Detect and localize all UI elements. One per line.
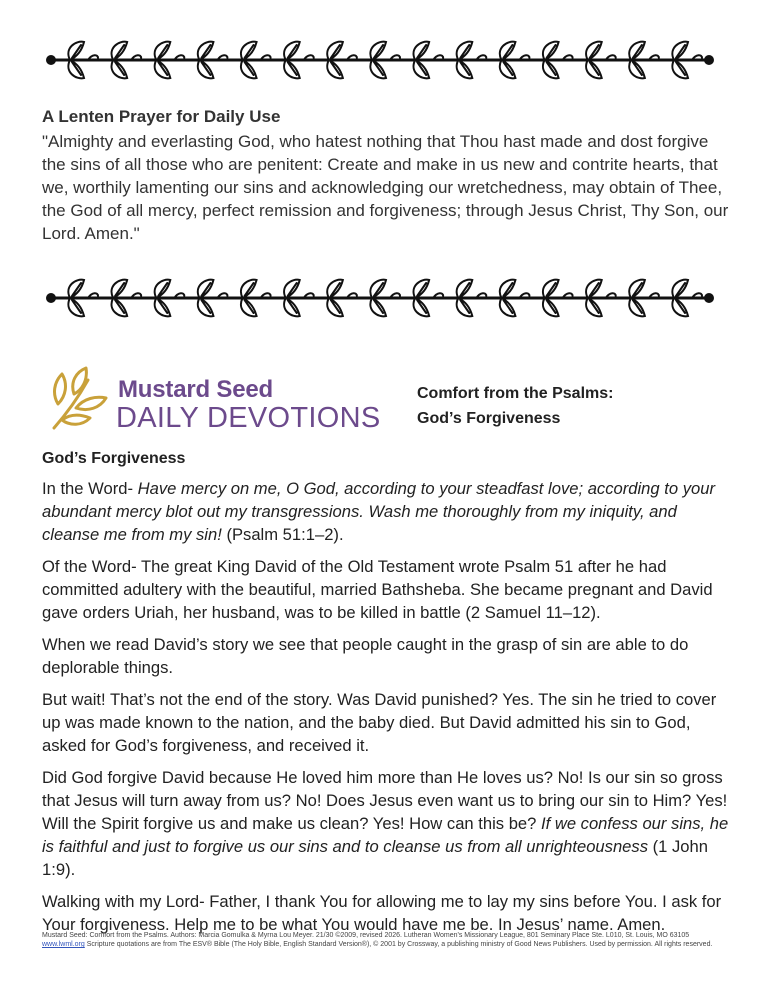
of-the-word-paragraph: Of the Word- The great King David of the Old Testament wrote Psalm 51 after he had committed adultery with the beautiful, married Bathsheba. She became pregnant and David gave orders Uriah, her husband, was to be killed in battle (2 Samuel 11–12). [42, 557, 713, 622]
scripture-reference: (Psalm 51:1–2). [221, 525, 344, 544]
mustard-seed-logo [48, 364, 398, 436]
footer-text-2: Scripture quotations are from The ESV® Bible (The Holy Bible, English Standard Version®), © 2001 by Crossway, a publishing ministry of Good News Publishers. Used by permission. All rights reserved. [84, 941, 713, 948]
vine-divider-bottom [44, 274, 716, 322]
walking-with-my-lord-paragraph: Walking with my Lord- Father, I thank You for allowing me to lay my sins before You. I ask for Your forgiveness. Help me to be what You would have me be. In Jesus’ name. Amen. [42, 892, 722, 934]
body-paragraph-3: When we read David’s story we see that people caught in the grasp of sin are able to do deplorable things. [42, 635, 689, 677]
scripture-quote-2: If we confess our sins, he is faithful and just to forgive us our sins and to cleanse us from all unrighteousness [42, 814, 729, 856]
logo-line-2: DAILY DEVOTIONS [116, 402, 381, 434]
vine-end-dot [704, 293, 714, 303]
body-paragraph-5-text: Did God forgive David because He loved him more than He loves us? No! Is our sin so gross that Jesus will turn away from us? No! Does Jesus even want us to bring our sin to Him? Yes! Will the Spirit forgive us and make us clean? Yes! How can this be? [42, 768, 728, 833]
devotion-heading: God’s Forgiveness [42, 450, 186, 467]
series-title-line-1: Comfort from the Psalms: [417, 385, 614, 402]
logo-line-1: Mustard Seed [118, 376, 273, 403]
vine-divider-top [44, 36, 716, 84]
footer-text-1: Mustard Seed: Comfort from the Psalms. Authors: Marcia Gomulka & Myrna Lou Meyer. 21/30 ©2009, revised 2026. Lutheran Women's Missionary League, 801 Seminary Place Ste. L010, St. Louis, MO 63105 [42, 932, 690, 939]
lwml-link[interactable]: www.lwml.org [42, 941, 85, 948]
devotion-body [42, 448, 732, 945]
series-title [417, 381, 613, 431]
scripture-reference-2: (1 John 1:9). [42, 837, 708, 879]
lenten-prayer [42, 106, 732, 245]
prayer-text: "Almighty and everlasting God, who hatest nothing that Thou hast made and dost forgive the sins of all those who are penitent: Create and make in us new and contrite hearts, that we, worthily lamenting our sins and acknowledging our wretchedness, may obtain of Thee, the God of all mercy, perfect remission and forgiveness; through Jesus Christ, Thy Son, our Lord. Amen." [42, 132, 729, 243]
in-the-word-paragraph [42, 477, 732, 546]
prayer-title: A Lenten Prayer for Daily Use [42, 107, 281, 126]
body-paragraph-4: But wait! That’s not the end of the story. Was David punished? Yes. The sin he tried to cover up was made known to the nation, and the baby died. But David admitted his sin to God, asked for God’s forgiveness, and received it. [42, 690, 717, 755]
in-the-word-label: In the Word- [42, 479, 138, 498]
vine-end-dot [46, 293, 56, 303]
mustard-leaf-icon [48, 364, 112, 436]
body-paragraph-5 [42, 766, 732, 881]
vine-end-dot [704, 55, 714, 65]
scripture-quote: Have mercy on me, O God, according to your steadfast love; according to your abundant mercy blot out my transgressions. Wash me thoroughly from my iniquity, and cleanse me from my sin! [42, 479, 715, 544]
series-title-line-2: God’s Forgiveness [417, 410, 561, 427]
footer-credits [42, 931, 732, 949]
vine-end-dot [46, 55, 56, 65]
